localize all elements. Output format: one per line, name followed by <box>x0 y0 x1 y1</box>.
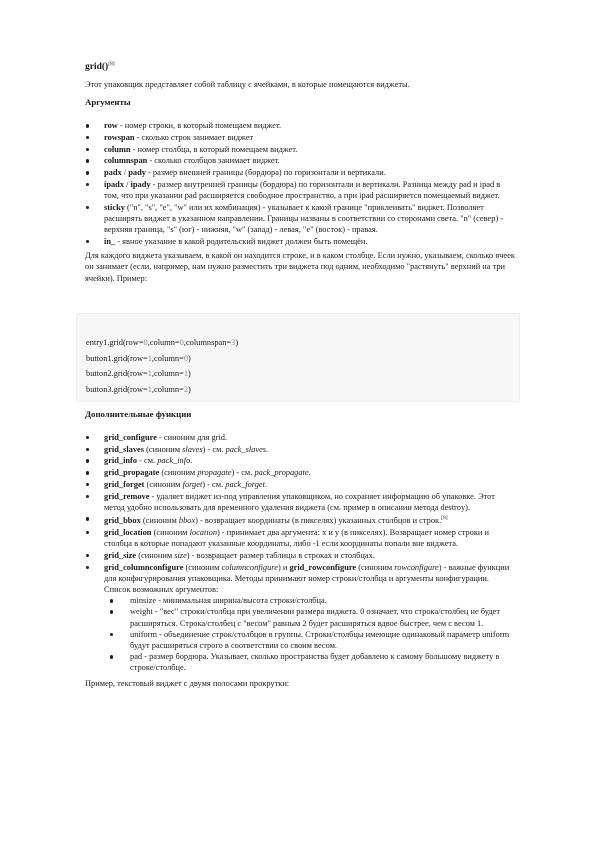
code-text: ,column= <box>151 384 184 394</box>
extra-heading: Дополнительные функции <box>85 409 192 419</box>
bullet-icon <box>86 136 89 139</box>
bullet-icon <box>86 124 89 127</box>
list-item <box>85 155 515 166</box>
func-desc: ) - см. <box>231 468 255 478</box>
extra-functions-section <box>85 404 515 695</box>
func-synonym: propagate <box>197 468 232 478</box>
code-text: ,column= <box>147 338 180 347</box>
func-synonym: location <box>189 527 218 537</box>
func-ref-link[interactable]: pack_slaves <box>225 444 267 454</box>
arg-desc: - размер внутренней границы (бордюра) по горизонтали и вертикали. Разница между pad и ipad в том, что при указании pad расширяется свободное пространство, а при ipad расширяется помещаемый виджет. <box>104 179 501 201</box>
intro-paragraph: Этот упаковщик представляет собой таблицу с ячейками, в которые помещаются виджеты. <box>85 80 410 90</box>
bullet-icon <box>86 159 89 162</box>
list-item <box>104 651 515 673</box>
func-desc: (синоним <box>136 550 175 560</box>
func-name: grid_remove <box>104 491 150 501</box>
arg-desc: - сколько столбцов занимает виджет. <box>147 156 280 166</box>
code-number: 1 <box>147 384 152 394</box>
code-text: ,column= <box>151 353 184 363</box>
func-synonym: columnconfigure <box>221 562 278 572</box>
func-ref-link[interactable]: pack_propagate <box>254 468 309 478</box>
code-text: button1.grid(row= <box>86 353 148 363</box>
code-line <box>86 366 238 382</box>
arg-name: ipadx <box>104 179 125 189</box>
conf-args-list <box>104 595 515 673</box>
code-number: 1 <box>147 353 152 363</box>
bullet-icon <box>110 655 113 658</box>
code-text: ,columnspan= <box>183 338 232 347</box>
func-name: grid_rowconfigure <box>289 562 357 572</box>
list-item <box>85 491 515 513</box>
func-name: grid_slaves <box>104 444 145 454</box>
code-number: 2 <box>183 384 189 394</box>
conf-arg-text: minsize - минимальная ширина/высота строки/столбца. <box>130 596 327 606</box>
list-item <box>85 202 515 236</box>
code-number: 3 <box>231 338 236 347</box>
code-text: ) <box>188 369 191 379</box>
list-item <box>85 432 515 443</box>
func-desc: ) и <box>277 562 290 572</box>
func-desc: . <box>264 479 268 489</box>
args-list <box>85 120 515 247</box>
list-item <box>85 144 515 155</box>
code-number: 0 <box>143 338 148 347</box>
conf-arg-text: weight - "вес" строки/столбца при увеличении размера виджета. 0 означает, что строка/столбец не будет расширяться. Строка/столбец с "весом" равным 2 будет расширяться вдвое быстрее, чем с весом 1. <box>130 607 500 628</box>
list-item <box>104 629 515 651</box>
func-synonym: rowconfigure <box>394 562 439 572</box>
arg-name: row <box>104 121 118 131</box>
bullet-icon <box>86 471 89 474</box>
func-desc: (синоним <box>183 562 222 572</box>
footnote-ref[interactable]: [8] <box>441 515 448 522</box>
func-desc: ) - см. <box>202 479 226 489</box>
func-name: grid_columnconfigure <box>104 562 184 572</box>
code-text: entry1.grid(row= <box>86 338 144 347</box>
arg-name: pady <box>128 168 146 178</box>
list-item <box>85 527 515 549</box>
args-heading: Аргументы <box>85 97 131 108</box>
arg-name: ipady <box>130 179 151 189</box>
code-number: 1 <box>147 369 152 379</box>
func-ref-link[interactable]: pack_forget <box>225 479 265 489</box>
func-desc: . <box>266 444 269 454</box>
code-text: ) <box>188 353 191 363</box>
func-desc: (синоним <box>151 527 190 537</box>
code-text: ) <box>188 384 191 394</box>
code-text: button2.grid(row= <box>86 369 148 379</box>
bullet-icon <box>86 531 89 534</box>
arg-sep: / <box>121 168 129 178</box>
list-item <box>85 562 515 674</box>
func-name: grid_forget <box>104 479 145 489</box>
bullet-icon <box>86 517 89 520</box>
func-name: grid_info <box>104 456 138 466</box>
func-desc: ) - возвращает координаты (в пикселях) указанных столбцов и строк. <box>195 516 442 526</box>
footnote-ref[interactable]: [8] <box>108 61 115 67</box>
arg-desc: - номер столбца, в который помещаем виджет. <box>130 144 298 154</box>
func-name: grid_configure <box>104 433 157 442</box>
arg-desc: ("n", "s", "e", "w" или их комбинация) - указывает к какой границе "приклеивать" виджет. Позволяет расширять виджет в указанном направлении. Границы названы в соответствии со сторонами света. "n" (север) - верхняя граница, "s" (юг) - нижняя, "w" (запад) - левая, "e" (восток) - правая. <box>104 202 504 235</box>
list-item <box>104 595 515 606</box>
code-line <box>86 335 238 351</box>
func-name: grid_propagate <box>104 468 160 478</box>
code-lines <box>86 335 238 397</box>
func-desc: (синоним <box>356 562 395 572</box>
func-desc: ) - важные функции для конфигурирования упаковщика. Методы принимают номер строки/столбца и аргументы конфигурации. Список возможных аргументов: <box>104 562 510 594</box>
bullet-icon <box>110 610 113 613</box>
code-number: 1 <box>183 369 189 379</box>
func-desc: . <box>190 456 193 466</box>
arg-sep: / <box>124 179 131 189</box>
arg-name: padx <box>104 168 122 178</box>
func-synonym: forget <box>182 479 203 489</box>
title-text: grid() <box>85 62 109 73</box>
arg-desc: - размер внешней границы (бордюра) по горизонтали и вертикали. <box>145 168 386 178</box>
example-paragraph: Для каждого виджета указываем, в какой он находится строке, и в каком столбце. Если нужно, указываем, сколько ячеек он занимает (если, например, нам нужно разместить три виджета под одним, необходимо "растянуть" верхний на три ячейки). Пример: <box>85 251 515 283</box>
func-ref-link[interactable]: pack_info <box>157 456 191 466</box>
section-title <box>85 58 515 73</box>
code-text: ) <box>235 338 239 347</box>
list-item <box>85 179 515 201</box>
code-text: button3.grid(row= <box>86 384 148 394</box>
code-number: 0 <box>183 353 189 363</box>
bullet-icon <box>86 566 89 569</box>
arg-desc: - номер строки, в который помещаем виджет. <box>117 121 282 131</box>
conf-arg-text: uniform - объединение строк/столбцов в группы. Строки/столбцы имеющие одинаковый параметр uniform будут расширяться строго в соответствии со своим весом. <box>130 629 510 650</box>
func-desc: - синоним для grid. <box>156 433 228 442</box>
arg-name: rowspan <box>104 133 135 143</box>
list-item <box>85 467 515 478</box>
code-text: ,column= <box>151 369 184 379</box>
func-synonym: bbox <box>178 516 196 526</box>
list-item <box>85 550 515 561</box>
bullet-icon <box>86 459 89 462</box>
func-name: grid_location <box>104 527 152 537</box>
bullet-icon <box>110 633 113 636</box>
document-page <box>85 58 515 290</box>
list-item <box>85 444 515 455</box>
arg-name: columnspan <box>104 156 148 166</box>
code-block[interactable] <box>76 313 520 402</box>
func-desc: . <box>308 468 311 478</box>
func-desc: ) - см. <box>202 444 226 454</box>
func-desc: - см. <box>137 456 158 466</box>
arg-name: in_ <box>104 236 116 246</box>
bullet-icon <box>86 436 89 439</box>
func-desc: ) - возвращает размер таблицы в строках и столбцах. <box>186 550 375 560</box>
bullet-icon <box>86 495 89 498</box>
func-desc: (синоним <box>140 516 179 526</box>
list-item <box>85 120 515 131</box>
func-desc: (синоним <box>144 444 183 454</box>
bullet-icon <box>86 183 89 186</box>
func-synonym: size <box>174 550 187 560</box>
list-item <box>85 455 515 466</box>
list-item <box>85 479 515 490</box>
list-item <box>104 606 515 628</box>
bullet-icon <box>86 483 89 486</box>
arg-desc: - явное указание в какой родительский виджет должен быть помещён. <box>115 236 368 246</box>
code-line <box>86 351 238 367</box>
list-item <box>85 132 515 143</box>
bullet-icon <box>86 448 89 451</box>
code-line <box>86 382 238 398</box>
func-name: grid_size <box>104 550 137 560</box>
list-item <box>85 236 515 247</box>
func-desc: ) - принимает два аргумента: x и y (в пикселях). Возвращает номер строки и столбца в которые попадают указанные координаты, либо -1 если координаты попали вне виджета. <box>104 527 489 549</box>
func-name: grid_bbox <box>104 516 141 526</box>
func-desc: (синоним <box>159 468 198 478</box>
arg-desc: - сколько строк занимает виджет <box>134 133 254 143</box>
extra-list <box>85 432 515 674</box>
list-item <box>85 513 515 526</box>
bullet-icon <box>86 240 89 243</box>
func-synonym: slaves <box>182 444 203 454</box>
list-item <box>85 167 515 178</box>
code-number: 0 <box>179 338 184 347</box>
func-desc: - удаляет виджет из-под управления упаковщиком, но сохраняет информацию об упаковке. Этот метод удобно использовать для временного удаления виджета (см. пример в описании метода destroy). <box>104 491 495 512</box>
conf-arg-text: pad - размер бордюра. Указывает, сколько пространства будет добавлено к самому большому виджету в строке/столбце. <box>130 652 500 673</box>
bullet-icon <box>86 171 89 174</box>
arg-name: sticky <box>104 202 125 212</box>
outro-paragraph: Пример, текстовый виджет с двумя полосами прокрутки: <box>85 678 290 688</box>
bullet-icon <box>86 148 89 151</box>
arg-name: column <box>104 144 131 154</box>
bullet-icon <box>110 599 113 602</box>
bullet-icon <box>86 554 89 557</box>
bullet-icon <box>86 206 89 209</box>
func-desc: (синоним <box>144 479 183 489</box>
